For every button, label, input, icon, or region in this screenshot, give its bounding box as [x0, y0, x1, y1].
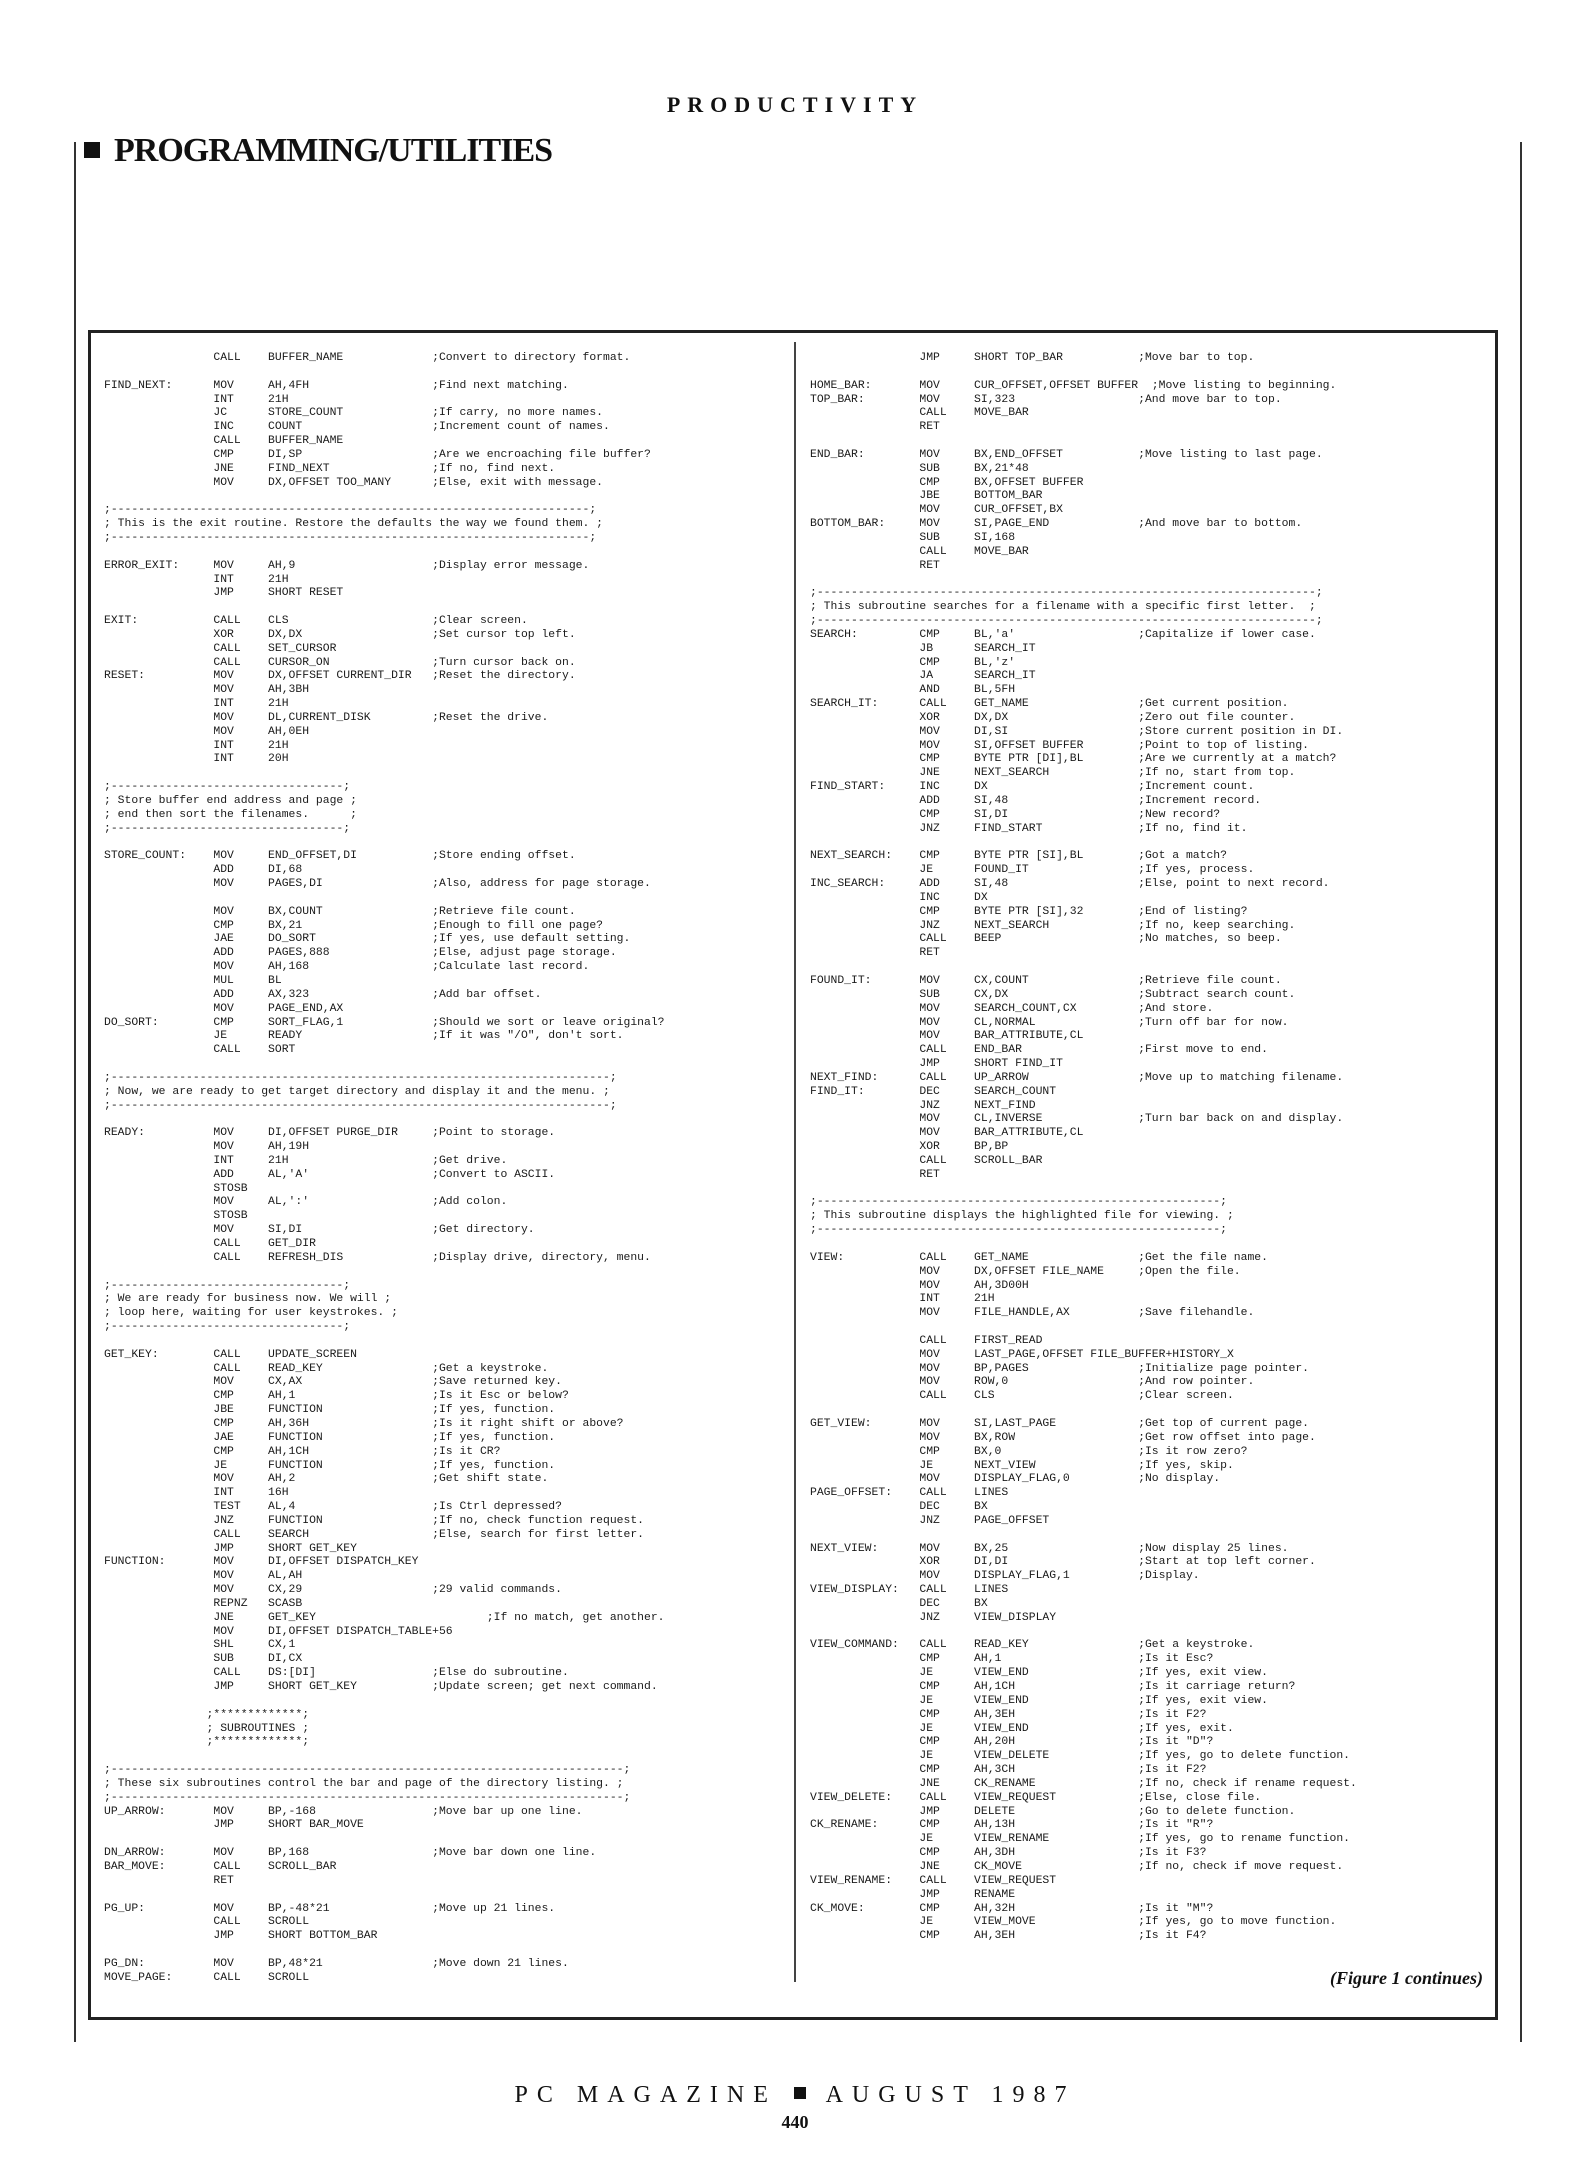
code-line: INT 20H	[104, 753, 289, 766]
code-line: ; end then sort the filenames. ;	[104, 808, 357, 821]
code-line: ADD AL,'A' ;Convert to ASCII.	[104, 1168, 556, 1181]
listing-column-divider	[794, 342, 796, 1982]
code-line	[104, 1750, 665, 1764]
code-line: MOV CUR_OFFSET,BX	[810, 504, 1063, 517]
code-line: VIEW: CALL GET_NAME ;Get the file name.	[810, 1251, 1268, 1264]
code-line: ;---------------------------------------------------------------------------;	[104, 1791, 631, 1804]
code-line: JE VIEW_RENAME ;If yes, go to rename function.	[810, 1833, 1351, 1846]
code-line: MOV PAGES,DI ;Also, address for page storage.	[104, 878, 651, 891]
code-line: CMP BX,21 ;Enough to fill one page?	[104, 919, 603, 932]
code-line: ;----------------------------------;	[104, 822, 351, 835]
code-line: INC_SEARCH: ADD SI,48 ;Else, point to next record.	[810, 878, 1330, 891]
code-line: MOV BX,COUNT ;Retrieve file count.	[104, 905, 576, 918]
code-line: MOV ROW,0 ;And row pointer.	[810, 1376, 1255, 1389]
code-line: MOV DL,CURRENT_DISK ;Reset the drive.	[104, 711, 549, 724]
code-line: ; This subroutine displays the highlighted file for viewing. ;	[810, 1210, 1234, 1223]
code-line: JE VIEW_DELETE ;If yes, go to delete function.	[810, 1750, 1351, 1763]
code-line: CMP AH,20H ;Is it "D"?	[810, 1736, 1214, 1749]
code-line: MOV LAST_PAGE,OFFSET FILE_BUFFER+HISTORY_X	[810, 1348, 1234, 1361]
code-line: ;----------------------------------;	[104, 781, 351, 794]
code-line: JE VIEW_END ;If yes, exit.	[810, 1722, 1234, 1735]
code-line: ; Store buffer end address and page ;	[104, 795, 357, 807]
code-line	[104, 1889, 665, 1903]
code-line: ; Now, we are ready to get target directory and display it and the menu. ;	[104, 1085, 610, 1098]
code-line: MOV FILE_HANDLE,AX ;Save filehandle.	[810, 1307, 1255, 1320]
code-line: NEXT_FIND: CALL UP_ARROW ;Move up to matching filename.	[810, 1071, 1344, 1084]
issue-date: AUGUST 1987	[825, 2082, 1076, 2108]
code-line	[104, 1266, 665, 1280]
code-line	[104, 837, 665, 851]
code-line: CMP AH,3CH ;Is it F2?	[810, 1764, 1207, 1777]
code-line: JNE CK_MOVE ;If no, check if move request.	[810, 1860, 1344, 1873]
code-line: DN_ARROW: MOV BP,168 ;Move bar down one line.	[104, 1847, 597, 1860]
code-line: INT 21H	[104, 739, 289, 752]
code-line: MOV DX,OFFSET FILE_NAME ;Open the file.	[810, 1265, 1241, 1278]
code-line: ADD PAGES,888 ;Else, adjust page storage.	[104, 947, 617, 960]
code-line: SUB CX,DX ;Subtract search count.	[810, 988, 1296, 1001]
code-line: CALL MOVE_BAR	[810, 545, 1029, 558]
code-line: JE VIEW_END ;If yes, exit view.	[810, 1694, 1268, 1707]
section-label: PRODUCTIVITY	[666, 92, 924, 117]
code-line: CALL SCROLL	[104, 1916, 310, 1929]
code-line: INT 21H	[104, 698, 289, 711]
code-line: HOME_BAR: MOV CUR_OFFSET,OFFSET BUFFER ;Move listing to beginning.	[810, 379, 1337, 392]
code-line: JMP SHORT FIND_IT	[810, 1058, 1063, 1071]
code-line: RET	[810, 559, 940, 572]
code-line: VIEW_RENAME: CALL VIEW_REQUEST	[810, 1874, 1057, 1887]
code-line: ADD DI,68	[104, 864, 303, 877]
code-line	[810, 366, 1357, 380]
code-line	[810, 574, 1357, 588]
code-line: MOV DISPLAY_FLAG,0 ;No display.	[810, 1473, 1221, 1486]
figure-continues-note: (Figure 1 continues)	[1330, 1968, 1484, 1988]
square-bullet-icon	[84, 142, 100, 158]
code-line: CK_RENAME: CMP AH,13H ;Is it "R"?	[810, 1819, 1214, 1832]
code-line	[104, 767, 665, 781]
code-line: TEST AL,4 ;Is Ctrl depressed?	[104, 1501, 562, 1514]
code-line: AND BL,5FH	[810, 684, 1016, 697]
code-line: RET	[810, 1168, 940, 1181]
code-line: JBE FUNCTION ;If yes, function.	[104, 1404, 556, 1417]
code-line: CMP BX,OFFSET BUFFER	[810, 476, 1084, 489]
code-line: JBE BOTTOM_BAR	[810, 490, 1043, 503]
code-line: CALL SEARCH ;Else, search for first letter.	[104, 1528, 645, 1541]
code-line	[104, 1833, 665, 1847]
code-line: BAR_MOVE: CALL SCROLL_BAR	[104, 1860, 337, 1873]
code-line: EXIT: CALL CLS ;Clear screen.	[104, 615, 528, 628]
code-line: MOV DI,SI ;Store current position in DI.	[810, 725, 1344, 738]
code-line: ; These six subroutines control the bar and page of the directory listing. ;	[104, 1777, 624, 1790]
code-line: MOV AH,2 ;Get shift state.	[104, 1473, 549, 1486]
code-line: MOV DISPLAY_FLAG,1 ;Display.	[810, 1570, 1200, 1583]
code-line: STORE_COUNT: MOV END_OFFSET,DI ;Store ending offset.	[104, 850, 576, 863]
code-line: CALL REFRESH_DIS ;Display drive, directory, menu.	[104, 1251, 651, 1264]
code-line: INT 16H	[104, 1487, 289, 1500]
code-line: ;----------------------------------;	[104, 1321, 351, 1334]
code-line: CALL BUFFER_NAME	[104, 435, 344, 448]
listing-right-column	[810, 352, 1357, 1944]
code-line: CALL FIRST_READ	[810, 1334, 1043, 1347]
code-line: NEXT_VIEW: MOV BX,25 ;Now display 25 lines.	[810, 1542, 1289, 1555]
page-title: PROGRAMMING/UTILITIES	[114, 132, 553, 169]
code-line: ; We are ready for business now. We will ;	[104, 1293, 392, 1306]
code-line: ;-------------------------------------------------------------------------;	[104, 1099, 617, 1112]
square-separator-icon	[794, 2087, 806, 2099]
code-line: DO_SORT: CMP SORT_FLAG,1 ;Should we sort or leave original?	[104, 1016, 665, 1029]
code-line: JNZ NEXT_FIND	[810, 1099, 1036, 1112]
code-line: MOV AH,3BH	[104, 684, 310, 697]
code-line: FIND_NEXT: MOV AH,4FH ;Find next matching.	[104, 379, 569, 392]
code-line: DEC BX	[810, 1501, 988, 1514]
code-line: CALL BUFFER_NAME ;Convert to directory format.	[104, 352, 631, 364]
code-line: PG_UP: MOV BP,-48*21 ;Move up 21 lines.	[104, 1902, 556, 1915]
code-line: MUL BL	[104, 974, 282, 987]
page-footer	[0, 2082, 1590, 2109]
code-line: MOV AL,AH	[104, 1570, 303, 1583]
code-line: ;----------------------------------------------------------------------;	[104, 531, 597, 544]
code-line: MOV CX,AX ;Save returned key.	[104, 1376, 562, 1389]
code-line: UP_ARROW: MOV BP,-168 ;Move bar up one line.	[104, 1805, 583, 1818]
page-number: 440	[781, 2112, 809, 2132]
code-line: JE VIEW_MOVE ;If yes, go to move function.	[810, 1916, 1337, 1929]
code-line: MOV AH,3D00H	[810, 1279, 1029, 1292]
code-line: ; loop here, waiting for user keystrokes. ;	[104, 1307, 398, 1320]
code-line: STOSB	[104, 1210, 248, 1223]
code-line: JE VIEW_END ;If yes, exit view.	[810, 1667, 1268, 1680]
listing-left-column	[104, 352, 665, 1986]
code-line: JMP SHORT GET_KEY ;Update screen; get next command.	[104, 1681, 658, 1693]
code-line	[104, 1695, 665, 1709]
code-line: JE READY ;If it was "/O", don't sort.	[104, 1030, 624, 1043]
code-line: CALL SCROLL_BAR	[810, 1154, 1043, 1167]
code-line	[104, 601, 665, 615]
code-line	[104, 546, 665, 560]
code-line: JMP SHORT RESET	[104, 587, 344, 600]
code-line	[104, 1113, 665, 1127]
code-line: JNE FIND_NEXT ;If no, find next.	[104, 462, 556, 475]
code-line: MOV CL,INVERSE ;Turn bar back on and display.	[810, 1113, 1344, 1126]
code-line	[104, 490, 665, 504]
code-line: MOV BAR_ATTRIBUTE,CL	[810, 1030, 1084, 1043]
code-line: MOV CL,NORMAL ;Turn off bar for now.	[810, 1016, 1289, 1029]
code-line: CMP AH,3DH ;Is it F3?	[810, 1847, 1207, 1860]
code-line: INC COUNT ;Increment count of names.	[104, 421, 610, 434]
code-line: MOV AL,':' ;Add colon.	[104, 1196, 508, 1209]
code-line: CMP BX,0 ;Is it row zero?	[810, 1445, 1248, 1458]
code-line	[810, 961, 1357, 975]
code-line: CMP AH,36H ;Is it right shift or above?	[104, 1417, 624, 1430]
code-line: JMP SHORT BAR_MOVE	[104, 1819, 364, 1832]
left-column-rule	[74, 142, 76, 2042]
code-line: BOTTOM_BAR: MOV SI,PAGE_END ;And move bar to bottom.	[810, 518, 1303, 531]
code-line	[810, 435, 1357, 449]
code-line: MOV CX,29 ;29 valid commands.	[104, 1584, 562, 1597]
code-line: END_BAR: MOV BX,END_OFFSET ;Move listing to last page.	[810, 448, 1323, 461]
code-line	[810, 1529, 1357, 1543]
code-line: XOR DI,DI ;Start at top left corner.	[810, 1556, 1316, 1569]
code-line: ; This is the exit routine. Restore the defaults the way we found them. ;	[104, 518, 603, 531]
code-line: RET	[104, 1874, 234, 1887]
code-line: SUB SI,168	[810, 531, 1016, 544]
code-line: JMP RENAME	[810, 1888, 1016, 1901]
code-line: INT 21H	[104, 573, 289, 586]
code-line: ;-------------------------------------------------------------------------;	[810, 615, 1323, 628]
code-line: VIEW_COMMAND: CALL READ_KEY ;Get a keystroke.	[810, 1639, 1255, 1652]
code-line: JNE CK_RENAME ;If no, check if rename request.	[810, 1777, 1357, 1790]
code-line	[104, 1058, 665, 1072]
code-line	[810, 1626, 1357, 1640]
code-line: JMP SHORT TOP_BAR ;Move bar to top.	[810, 352, 1255, 364]
code-line	[104, 1944, 665, 1958]
code-line: GET_KEY: CALL UPDATE_SCREEN	[104, 1348, 357, 1361]
code-line: FOUND_IT: MOV CX,COUNT ;Retrieve file count.	[810, 974, 1282, 987]
code-line: JNZ FIND_START ;If no, find it.	[810, 822, 1248, 835]
code-line	[104, 1335, 665, 1349]
code-line: ;-------------------------------------------------------------------------;	[810, 587, 1323, 600]
code-line: MOV SI,DI ;Get directory.	[104, 1224, 535, 1237]
code-line: MOV BX,ROW ;Get row offset into page.	[810, 1431, 1316, 1444]
code-line: CMP BL,'z'	[810, 656, 1016, 669]
code-line: CALL DS:[DI] ;Else do subroutine.	[104, 1667, 569, 1680]
code-line: MOV DX,OFFSET TOO_MANY ;Else, exit with message.	[104, 476, 603, 489]
code-line: MOV AH,168 ;Calculate last record.	[104, 961, 590, 974]
code-line: CMP AH,3EH ;Is it F4?	[810, 1930, 1207, 1943]
code-line: TOP_BAR: MOV SI,323 ;And move bar to top.	[810, 393, 1282, 406]
code-line: CALL BEEP ;No matches, so beep.	[810, 933, 1282, 946]
code-line: SHL CX,1	[104, 1639, 296, 1652]
code-line: CMP AH,1CH ;Is it carriage return?	[810, 1681, 1296, 1693]
code-line: MOV BP,PAGES ;Initialize page pointer.	[810, 1362, 1309, 1375]
code-line: MOV AH,0EH	[104, 725, 310, 738]
code-line	[810, 1321, 1357, 1335]
code-line	[810, 1183, 1357, 1197]
code-line: MOV AH,19H	[104, 1141, 310, 1154]
code-line: CMP AH,1CH ;Is it CR?	[104, 1445, 501, 1458]
code-line: CALL MOVE_BAR	[810, 407, 1029, 420]
code-line: FIND_START: INC DX ;Increment count.	[810, 781, 1255, 794]
code-line: ;*************;	[104, 1736, 310, 1749]
code-line: CALL CLS ;Clear screen.	[810, 1390, 1234, 1403]
code-line: JE FUNCTION ;If yes, function.	[104, 1459, 556, 1472]
code-line: ADD AX,323 ;Add bar offset.	[104, 988, 542, 1001]
code-line: MOV DI,OFFSET DISPATCH_TABLE+56	[104, 1625, 453, 1638]
code-line: PAGE_OFFSET: CALL LINES	[810, 1487, 1009, 1500]
code-line: MOVE_PAGE: CALL SCROLL	[104, 1971, 310, 1984]
code-line: ; This subroutine searches for a filename with a specific first letter. ;	[810, 601, 1316, 614]
code-line: JAE FUNCTION ;If yes, function.	[104, 1431, 556, 1444]
code-line: CALL READ_KEY ;Get a keystroke.	[104, 1362, 549, 1375]
code-line: JMP DELETE ;Go to delete function.	[810, 1805, 1296, 1818]
code-line: JMP SHORT BOTTOM_BAR	[104, 1930, 378, 1943]
code-line: JNZ VIEW_DISPLAY	[810, 1611, 1057, 1624]
code-line: CMP DI,SP ;Are we encroaching file buffer?	[104, 448, 651, 461]
code-line: GET_VIEW: MOV SI,LAST_PAGE ;Get top of current page.	[810, 1417, 1309, 1430]
code-line	[810, 1238, 1357, 1252]
code-line: ADD SI,48 ;Increment record.	[810, 795, 1262, 807]
code-line: ERROR_EXIT: MOV AH,9 ;Display error message.	[104, 559, 590, 572]
code-line: JNZ FUNCTION ;If no, check function request.	[104, 1514, 645, 1527]
code-line: PG_DN: MOV BP,48*21 ;Move down 21 lines.	[104, 1957, 569, 1970]
code-line: CALL SORT	[104, 1044, 296, 1057]
code-line: DEC BX	[810, 1597, 988, 1610]
code-line: XOR DX,DX ;Set cursor top left.	[104, 628, 576, 641]
code-line: CMP SI,DI ;New record?	[810, 808, 1221, 821]
code-line: JB SEARCH_IT	[810, 642, 1036, 655]
code-line: RET	[810, 947, 940, 960]
code-line: CK_MOVE: CMP AH,32H ;Is it "M"?	[810, 1902, 1214, 1915]
code-line: JMP SHORT GET_KEY	[104, 1542, 357, 1555]
code-line	[810, 1404, 1357, 1418]
code-line: CALL GET_DIR	[104, 1238, 316, 1250]
code-line: REPNZ SCASB	[104, 1597, 303, 1610]
code-line: MOV SEARCH_COUNT,CX ;And store.	[810, 1002, 1214, 1015]
magazine-name: PC MAGAZINE	[514, 2082, 777, 2108]
code-line: ; SUBROUTINES ;	[104, 1722, 310, 1735]
code-line: VIEW_DELETE: CALL VIEW_REQUEST ;Else, close file.	[810, 1791, 1262, 1804]
code-line: JC STORE_COUNT ;If carry, no more names.	[104, 407, 603, 420]
code-line	[104, 892, 665, 906]
code-line	[104, 366, 665, 380]
code-line: INT 21H ;Get drive.	[104, 1154, 508, 1167]
code-line: INT 21H	[810, 1293, 995, 1306]
code-line: ;---------------------------------------------------------------------------;	[104, 1764, 631, 1777]
code-line: JNZ NEXT_SEARCH ;If no, keep searching.	[810, 919, 1296, 932]
code-line: SEARCH_IT: CALL GET_NAME ;Get current position.	[810, 698, 1289, 711]
code-line	[810, 837, 1357, 851]
code-line: XOR BP,BP	[810, 1141, 1009, 1154]
code-line: CALL END_BAR ;First move to end.	[810, 1044, 1268, 1057]
code-line: STOSB	[104, 1182, 248, 1195]
code-line: MOV SI,OFFSET BUFFER ;Point to top of listing.	[810, 739, 1309, 752]
code-line: CMP AH,1 ;Is it Esc or below?	[104, 1390, 569, 1403]
code-line: CMP BYTE PTR [DI],BL ;Are we currently at a match?	[810, 753, 1337, 766]
page-heading	[84, 132, 552, 170]
code-line: INC DX	[810, 891, 988, 904]
code-line: JE NEXT_VIEW ;If yes, skip.	[810, 1459, 1234, 1472]
code-line: JNZ PAGE_OFFSET	[810, 1514, 1050, 1527]
code-line: CALL SET_CURSOR	[104, 642, 337, 655]
code-line: JAE DO_SORT ;If yes, use default setting.	[104, 933, 631, 946]
code-line: FUNCTION: MOV DI,OFFSET DISPATCH_KEY	[104, 1556, 419, 1569]
code-line: READY: MOV DI,OFFSET PURGE_DIR ;Point to storage.	[104, 1127, 556, 1140]
code-line: MOV PAGE_END,AX	[104, 1002, 344, 1015]
code-line: JE FOUND_IT ;If yes, process.	[810, 864, 1255, 877]
right-column-rule	[1520, 142, 1522, 2042]
code-line: JNE GET_KEY ;If no match, get another.	[104, 1611, 665, 1624]
code-line: ;----------------------------------------------------------------------;	[104, 504, 597, 517]
code-line: JA SEARCH_IT	[810, 670, 1036, 683]
code-line: SEARCH: CMP BL,'a' ;Capitalize if lower case.	[810, 628, 1316, 641]
code-line: CMP AH,1 ;Is it Esc?	[810, 1653, 1214, 1666]
code-line: JNE NEXT_SEARCH ;If no, start from top.	[810, 767, 1296, 780]
code-line: CMP AH,3EH ;Is it F2?	[810, 1708, 1207, 1721]
code-line: ;----------------------------------;	[104, 1279, 351, 1292]
code-line: CALL CURSOR_ON ;Turn cursor back on.	[104, 656, 576, 669]
code-line: RET	[810, 421, 940, 434]
code-line: ;-----------------------------------------------------------;	[810, 1224, 1227, 1237]
code-line: MOV BAR_ATTRIBUTE,CL	[810, 1127, 1084, 1140]
code-line: SUB DI,CX	[104, 1653, 303, 1666]
code-line: ;*************;	[104, 1708, 310, 1721]
code-line: VIEW_DISPLAY: CALL LINES	[810, 1584, 1009, 1597]
code-line: ;-------------------------------------------------------------------------;	[104, 1071, 617, 1084]
code-line: FIND_IT: DEC SEARCH_COUNT	[810, 1085, 1057, 1098]
code-line: SUB BX,21*48	[810, 462, 1029, 475]
code-line: RESET: MOV DX,OFFSET CURRENT_DIR ;Reset the directory.	[104, 670, 576, 683]
code-line: ;-----------------------------------------------------------;	[810, 1196, 1227, 1209]
code-line: INT 21H	[104, 393, 289, 406]
code-line: XOR DX,DX ;Zero out file counter.	[810, 711, 1296, 724]
code-line: NEXT_SEARCH: CMP BYTE PTR [SI],BL ;Got a match?	[810, 850, 1227, 863]
code-line: CMP BYTE PTR [SI],32 ;End of listing?	[810, 905, 1248, 918]
